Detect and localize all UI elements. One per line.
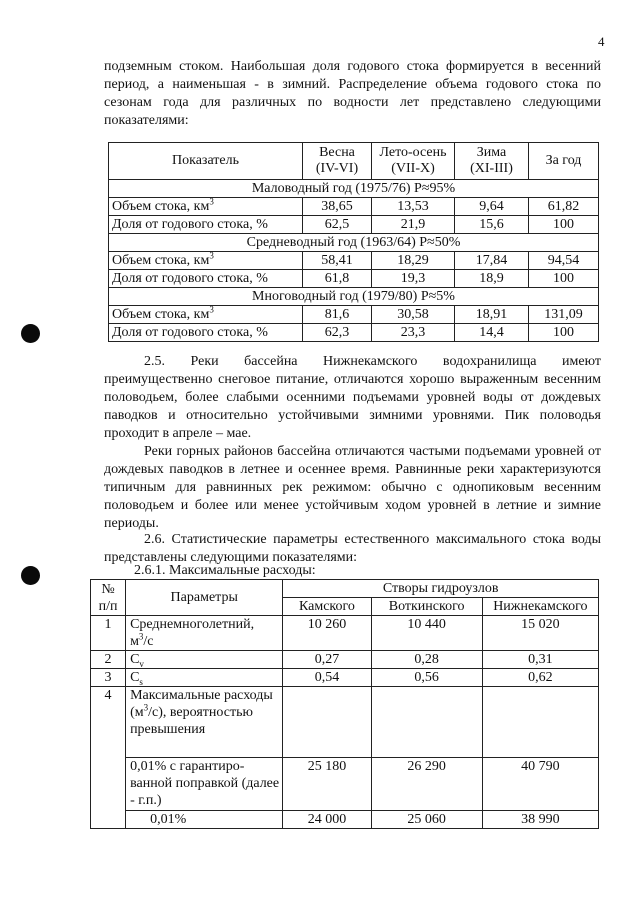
seasonal-runoff-table — [108, 142, 599, 342]
value-summer-autumn: 21,9 — [372, 216, 455, 234]
row-label: $C_s$ — [126, 669, 283, 687]
table-row — [91, 758, 599, 811]
table-row — [109, 270, 599, 288]
section-title: Многоводный год (1979/80) P≈5% — [109, 288, 599, 306]
col-nizhnekamsky: Нижнекамского — [482, 598, 598, 616]
value-winter: 18,91 — [455, 306, 529, 324]
seasonal-runoff-body — [109, 180, 599, 342]
value-kamsky: 24 000 — [283, 811, 371, 829]
value-summer-autumn: 19,3 — [372, 270, 455, 288]
value-nizhnekamsky: 40 790 — [482, 758, 598, 811]
table-row — [91, 811, 599, 829]
section-title: Маловодный год (1975/76) P≈95% — [109, 180, 599, 198]
row-label: Объем стока, $км^3$ — [109, 252, 303, 270]
row-label: Доля от годового стока, % — [109, 270, 303, 288]
row-label: Доля от годового стока, % — [109, 216, 303, 234]
value-nizhnekamsky: 15 020 — [482, 616, 598, 651]
table-row — [91, 616, 599, 651]
value-votkinsky: 0,56 — [371, 669, 482, 687]
col-spring: Весна (IV-VI) — [303, 143, 372, 180]
value-nizhnekamsky: 0,62 — [482, 669, 598, 687]
value-winter: 14,4 — [455, 324, 529, 342]
table-row — [109, 198, 599, 216]
value-votkinsky: 0,28 — [371, 651, 482, 669]
row-label: 0,01% — [126, 811, 283, 829]
value-winter: 18,9 — [455, 270, 529, 288]
table-row — [91, 651, 599, 669]
row-number: 1 — [91, 616, 126, 651]
row-label: Среднемноголетний, $м^3/с$ — [126, 616, 283, 651]
paragraph-2-5: 2.5. Реки бассейна Нижнекамского водохранилища имеют преимущественно снеговое питание, отличаются хорошо выраженным весенним половодьем, более слабыми осенними подъемами уровней воды от дождевых паводков и относительно устойчивыми зимними уровнями. Пик половодья проходит в апреле – мае. — [104, 354, 601, 441]
section-header-row — [109, 180, 599, 198]
value-year: 100 — [529, 324, 599, 342]
value-year: 131,09 — [529, 306, 599, 324]
row-label: 0,01% с гарантиро-ванной поправкой (далее - г.п.) — [126, 758, 283, 811]
col-summer-autumn: Лето-осень (VII-X) — [372, 143, 455, 180]
value-winter: 9,64 — [455, 198, 529, 216]
binder-hole-bottom — [21, 566, 40, 585]
section-header-row — [109, 288, 599, 306]
table-row — [91, 687, 599, 758]
table-header-row — [91, 580, 599, 598]
empty-cell — [482, 687, 598, 758]
col-number: № п/п — [91, 580, 126, 616]
paragraph-mountain-rivers: Реки горных районов бассейна отличаются частыми подъемами уровней от дождевых паводков в летнее и осеннее время. Равнинные реки характеризуются типичным для равнинных рек режимом: обычно с однопиковым весенним половодьем и более или менее устойчивым ходом уровней в летние и зимние периоды. — [104, 444, 601, 531]
section-title: Средневодный год (1963/64) P≈50% — [109, 234, 599, 252]
value-year: 100 — [529, 270, 599, 288]
section-header-row — [109, 234, 599, 252]
value-nizhnekamsky: 38 990 — [482, 811, 598, 829]
table-row — [109, 306, 599, 324]
row-label: Объем стока, $км^3$ — [109, 198, 303, 216]
value-summer-autumn: 18,29 — [372, 252, 455, 270]
value-votkinsky: 25 060 — [371, 811, 482, 829]
value-year: 61,82 — [529, 198, 599, 216]
table-row — [91, 669, 599, 687]
value-spring: 38,65 — [303, 198, 372, 216]
value-votkinsky: 10 440 — [371, 616, 482, 651]
value-kamsky: 25 180 — [283, 758, 371, 811]
col-indicator: Показатель — [109, 143, 303, 180]
value-kamsky: 0,27 — [283, 651, 371, 669]
col-stvory: Створы гидроузлов — [283, 580, 599, 598]
value-spring: 62,5 — [303, 216, 372, 234]
value-year: 100 — [529, 216, 599, 234]
value-spring: 81,6 — [303, 306, 372, 324]
value-summer-autumn: 13,53 — [372, 198, 455, 216]
value-spring: 61,8 — [303, 270, 372, 288]
col-winter: Зима (XI-III) — [455, 143, 529, 180]
row-label: $C_v$ — [126, 651, 283, 669]
table-header-row — [109, 143, 599, 180]
binder-hole-top — [21, 324, 40, 343]
paragraph-2-6: 2.6. Статистические параметры естественного максимального стока воды представлены следующими показателями: — [104, 532, 601, 565]
row-number: 3 — [91, 669, 126, 687]
intro-paragraph: подземным стоком. Наибольшая доля годового стока формируется в весенний период, а наименьшая - в зимний. Распределение объема годового стока по сезонам года для различных по водности лет представлено следующими показателями: — [104, 59, 601, 128]
empty-cell — [371, 687, 482, 758]
row-number: 2 — [91, 651, 126, 669]
col-votkinsky: Воткинского — [371, 598, 482, 616]
value-nizhnekamsky: 0,31 — [482, 651, 598, 669]
row-label: Максимальные расходы $(м^3/с)$, вероятностью превышения — [126, 687, 283, 758]
value-winter: 17,84 — [455, 252, 529, 270]
table-row — [109, 252, 599, 270]
table-row — [109, 216, 599, 234]
value-winter: 15,6 — [455, 216, 529, 234]
value-spring: 58,41 — [303, 252, 372, 270]
value-summer-autumn: 23,3 — [372, 324, 455, 342]
page-number: 4 — [598, 34, 605, 49]
table-row — [109, 324, 599, 342]
subtitle-max-discharges: 2.6.1. Максимальные расходы: — [134, 563, 316, 578]
col-parameters: Параметры — [126, 580, 283, 616]
col-kamsky: Камского — [283, 598, 371, 616]
value-kamsky: 10 260 — [283, 616, 371, 651]
row-label: Объем стока, $км^3$ — [109, 306, 303, 324]
col-year: За год — [529, 143, 599, 180]
max-discharge-table — [90, 579, 599, 829]
row-label: Доля от годового стока, % — [109, 324, 303, 342]
empty-cell — [283, 687, 371, 758]
value-kamsky: 0,54 — [283, 669, 371, 687]
value-spring: 62,3 — [303, 324, 372, 342]
row-number: 4 — [91, 687, 126, 829]
value-votkinsky: 26 290 — [371, 758, 482, 811]
value-year: 94,54 — [529, 252, 599, 270]
value-summer-autumn: 30,58 — [372, 306, 455, 324]
